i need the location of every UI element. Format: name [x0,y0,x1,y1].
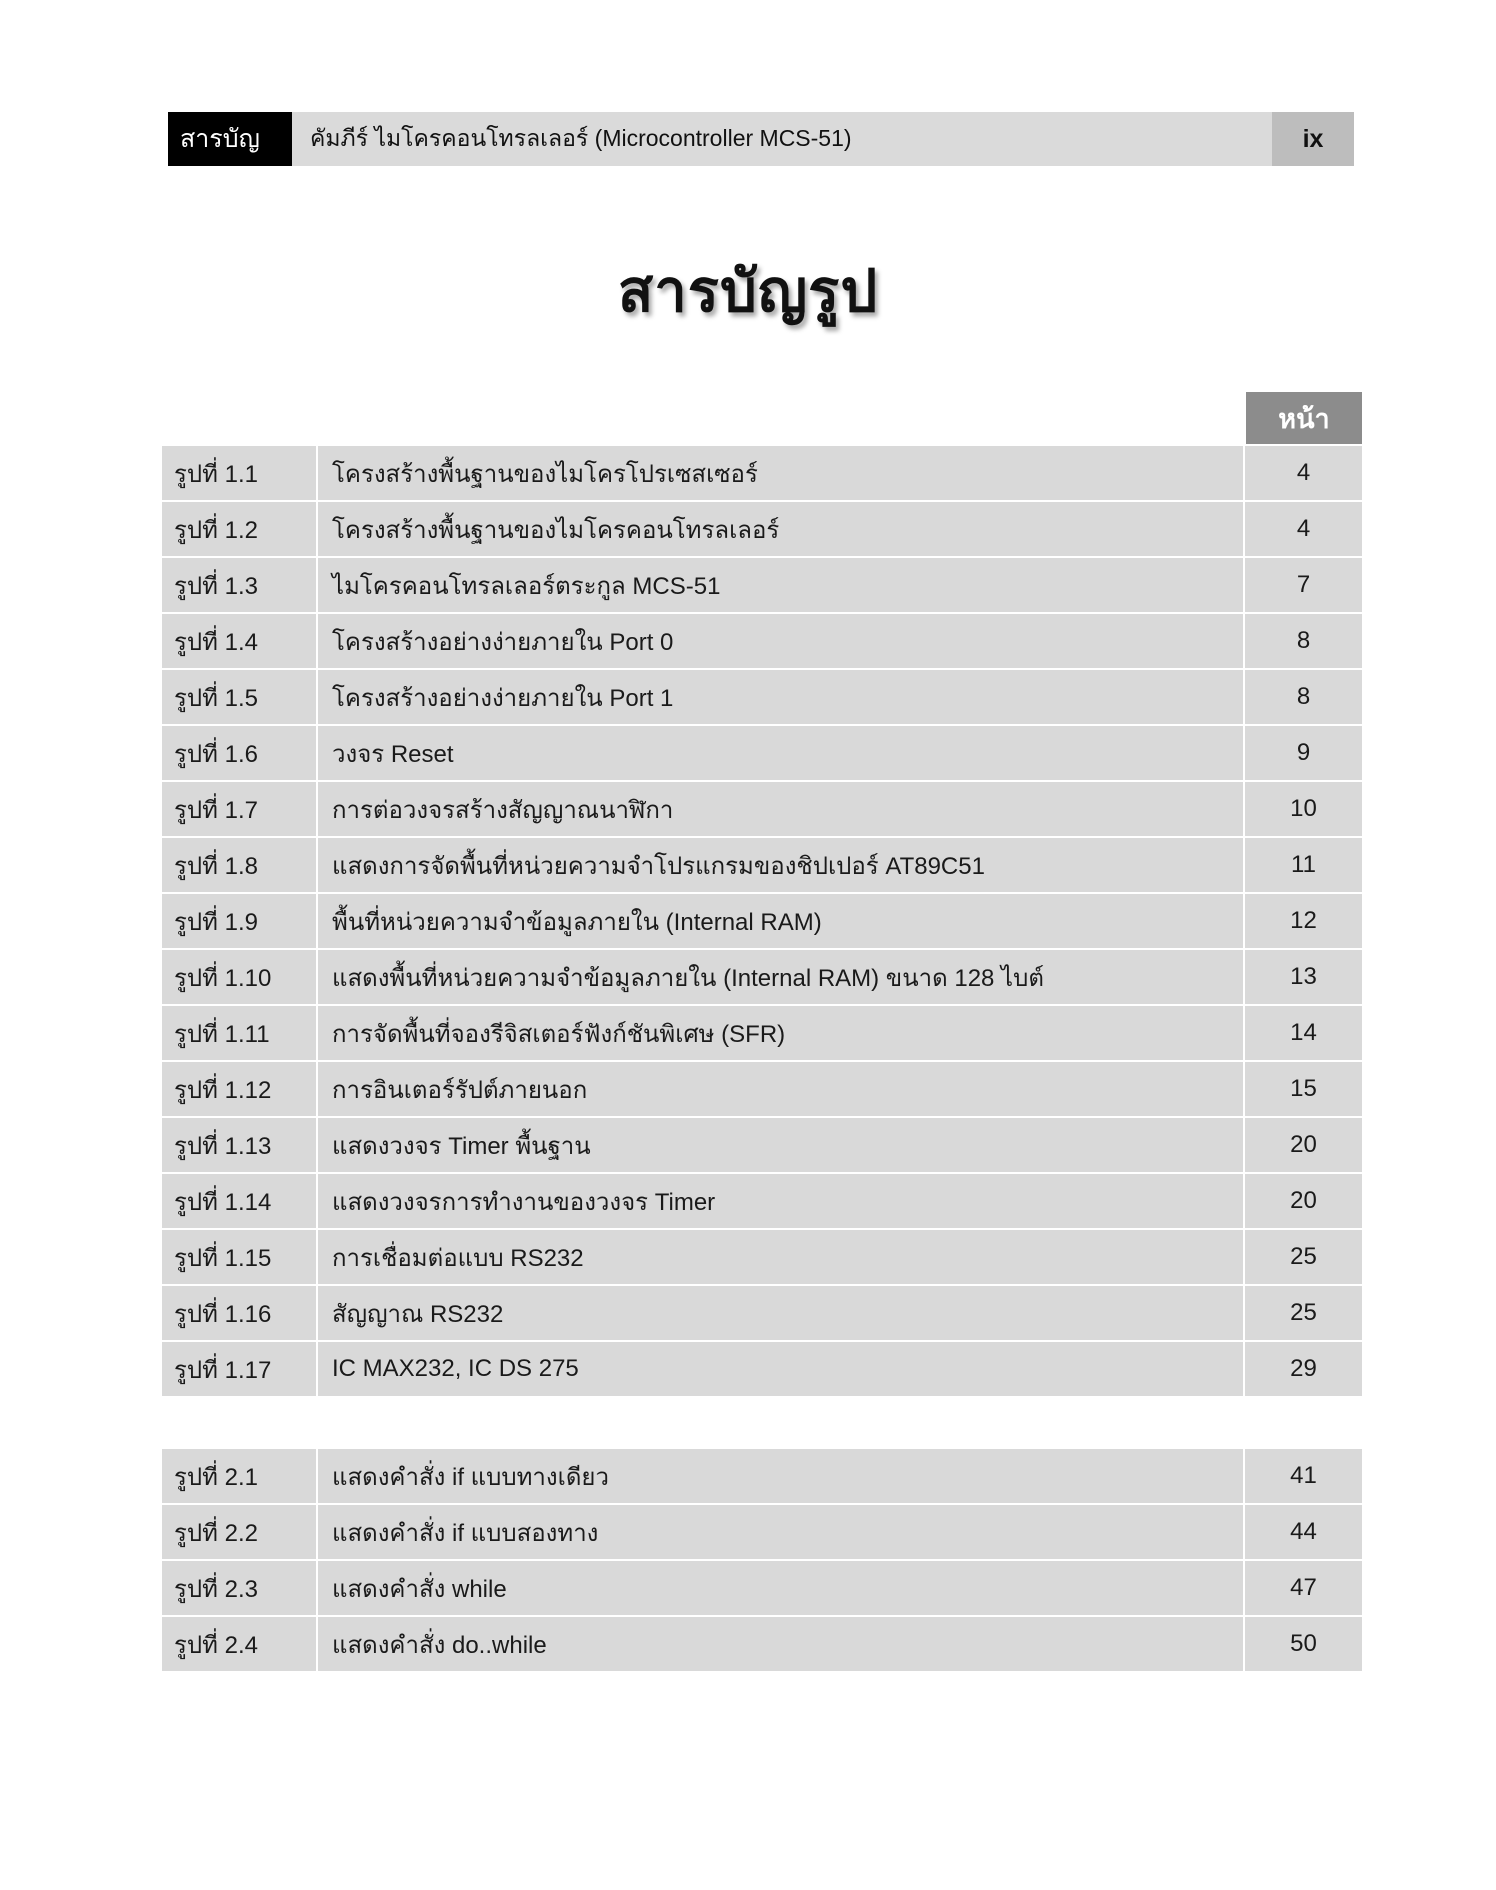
figure-page-number: 9 [1245,726,1362,780]
figure-row [162,838,1362,892]
figure-description: แสดงพื้นที่หน่วยความจำข้อมูลภายใน (Internal RAM) ขนาด 128 ไบต์ [318,950,1243,1004]
figure-description: สัญญาณ RS232 [318,1286,1243,1340]
figure-description: การอินเตอร์รัปต์ภายนอก [318,1062,1243,1116]
figure-page-number: 44 [1245,1505,1362,1559]
figure-number: รูปที่ 1.13 [162,1118,316,1172]
figure-row [162,1062,1362,1116]
figure-row [162,1006,1362,1060]
figure-description: แสดงวงจรการทำงานของวงจร Timer [318,1174,1243,1228]
figure-list-chapter-1 [162,446,1362,1398]
figure-page-number: 20 [1245,1174,1362,1228]
figure-number: รูปที่ 1.14 [162,1174,316,1228]
figure-number: รูปที่ 1.16 [162,1286,316,1340]
figure-description: แสดงคำสั่ง if แบบทางเดียว [318,1449,1243,1503]
page-title: สารบัญรูป [617,259,879,324]
figure-page-number: 50 [1245,1617,1362,1671]
figure-description: วงจร Reset [318,726,1243,780]
figure-row [162,1286,1362,1340]
figure-row [162,558,1362,612]
figure-page-number: 14 [1245,1006,1362,1060]
figure-description: การจัดพื้นที่จองรีจิสเตอร์ฟังก์ชันพิเศษ (SFR) [318,1006,1243,1060]
figure-page-number: 20 [1245,1118,1362,1172]
figure-row [162,1561,1362,1615]
figure-number: รูปที่ 1.5 [162,670,316,724]
section-tag: สารบัญ [168,112,292,166]
figure-description: การเชื่อมต่อแบบ RS232 [318,1230,1243,1284]
figure-row [162,670,1362,724]
figure-page-number: 13 [1245,950,1362,1004]
figure-row [162,1617,1362,1671]
figure-number: รูปที่ 1.11 [162,1006,316,1060]
book-title: คัมภีร์ ไมโครคอนโทรลเลอร์ (Microcontroller MCS-51) [310,125,852,151]
figure-number: รูปที่ 1.1 [162,446,316,500]
figure-number: รูปที่ 2.4 [162,1617,316,1671]
figure-page-number: 25 [1245,1286,1362,1340]
figure-page-number: 47 [1245,1561,1362,1615]
figure-description: แสดงวงจร Timer พื้นฐาน [318,1118,1243,1172]
figure-row [162,1174,1362,1228]
figure-description: แสดงคำสั่ง if แบบสองทาง [318,1505,1243,1559]
figure-page-number: 8 [1245,670,1362,724]
figure-number: รูปที่ 1.7 [162,782,316,836]
figure-row [162,502,1362,556]
figure-description: โครงสร้างอย่างง่ายภายใน Port 0 [318,614,1243,668]
figure-description: IC MAX232, IC DS 275 [318,1342,1243,1396]
figure-description: โครงสร้างพื้นฐานของไมโครคอนโทรลเลอร์ [318,502,1243,556]
figure-number: รูปที่ 2.2 [162,1505,316,1559]
figure-row [162,726,1362,780]
figure-page-number: 12 [1245,894,1362,948]
figure-page-number: 25 [1245,1230,1362,1284]
figure-page-number: 8 [1245,614,1362,668]
figure-row [162,446,1362,500]
figure-description: การต่อวงจรสร้างสัญญาณนาฬิกา [318,782,1243,836]
figure-number: รูปที่ 1.3 [162,558,316,612]
figure-number: รูปที่ 1.12 [162,1062,316,1116]
figure-row [162,894,1362,948]
figure-row [162,1505,1362,1559]
figure-description: แสดงการจัดพื้นที่หน่วยความจำโปรแกรมของชิปเปอร์ AT89C51 [318,838,1243,892]
page-number: ix [1272,112,1354,166]
figure-number: รูปที่ 1.9 [162,894,316,948]
figure-row [162,1449,1362,1503]
figure-page-number: 10 [1245,782,1362,836]
figure-row [162,1342,1362,1396]
figure-number: รูปที่ 1.2 [162,502,316,556]
figure-description: ไมโครคอนโทรลเลอร์ตระกูล MCS-51 [318,558,1243,612]
figure-list-chapter-2 [162,1449,1362,1673]
figure-number: รูปที่ 1.10 [162,950,316,1004]
figure-number: รูปที่ 1.4 [162,614,316,668]
figure-number: รูปที่ 2.1 [162,1449,316,1503]
figure-page-number: 4 [1245,502,1362,556]
figure-page-number: 4 [1245,446,1362,500]
figure-row [162,782,1362,836]
figure-page-number: 11 [1245,838,1362,892]
figure-page-number: 29 [1245,1342,1362,1396]
figure-page-number: 15 [1245,1062,1362,1116]
figure-description: โครงสร้างพื้นฐานของไมโครโปรเซสเซอร์ [318,446,1243,500]
figure-page-number: 41 [1245,1449,1362,1503]
figure-description: แสดงคำสั่ง do..while [318,1617,1243,1671]
figure-description: พื้นที่หน่วยความจำข้อมูลภายใน (Internal RAM) [318,894,1243,948]
running-header [168,112,1354,166]
figure-row [162,1118,1362,1172]
figure-number: รูปที่ 1.8 [162,838,316,892]
figure-row [162,614,1362,668]
figure-page-number: 7 [1245,558,1362,612]
figure-row [162,950,1362,1004]
figure-number: รูปที่ 1.6 [162,726,316,780]
figure-description: แสดงคำสั่ง while [318,1561,1243,1615]
figure-number: รูปที่ 1.17 [162,1342,316,1396]
figure-number: รูปที่ 1.15 [162,1230,316,1284]
page-column-header: หน้า [1246,392,1362,444]
figure-number: รูปที่ 2.3 [162,1561,316,1615]
figure-row [162,1230,1362,1284]
figure-description: โครงสร้างอย่างง่ายภายใน Port 1 [318,670,1243,724]
